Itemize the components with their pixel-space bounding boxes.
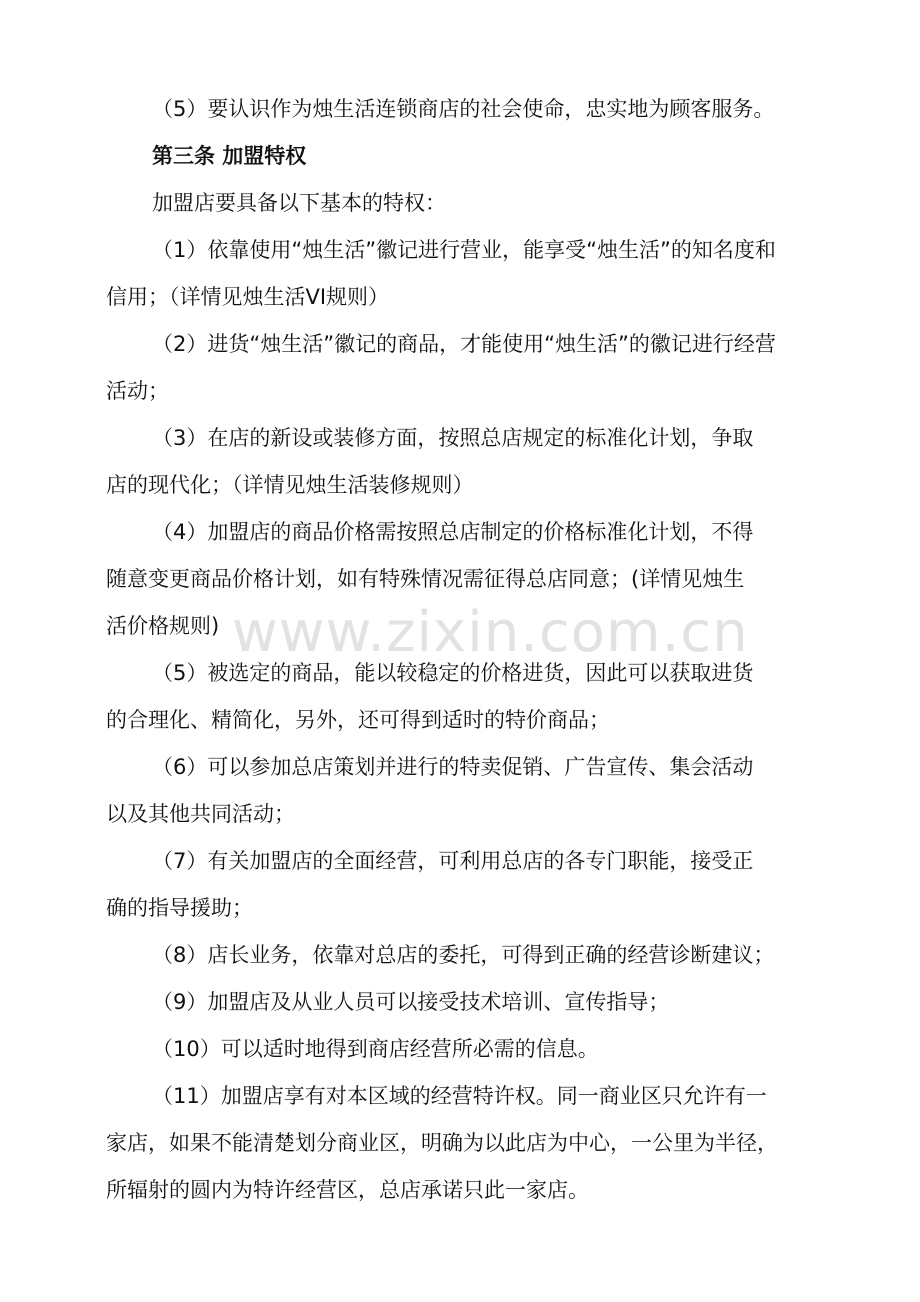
privilege-9-line-1: （9）加盟店及从业人员可以接受技术培训、宣传指导； bbox=[152, 990, 670, 1014]
section-heading-article-3: 第三条 加盟特权 bbox=[152, 144, 307, 168]
privilege-6-line-1: （6）可以参加总店策划并进行的特卖促销、广告宣传、集会活动 bbox=[152, 755, 754, 779]
section-intro: 加盟店要具备以下基本的特权： bbox=[152, 191, 446, 215]
privilege-10-line-1: （10）可以适时地得到商店经营所必需的信息。 bbox=[152, 1037, 599, 1061]
privilege-3-line-2: 店的现代化；（详情见烛生活装修规则） bbox=[106, 473, 474, 497]
privilege-11-line-1: （11）加盟店享有对本区域的经营特许权。同一商业区只允许有一 bbox=[152, 1084, 767, 1108]
privilege-5-line-1: （5）被选定的商品，能以较稳定的价格进货，因此可以获取进货 bbox=[152, 661, 754, 685]
privilege-4-line-3: 活价格规则) bbox=[106, 614, 220, 638]
privilege-5-line-2: 的合理化、精简化，另外，还可得到适时的特价商品； bbox=[106, 708, 610, 732]
privilege-8-line-1: （8）店长业务，依靠对总店的委托，可得到正确的经营诊断建议； bbox=[152, 943, 775, 967]
privilege-3-line-1: （3）在店的新设或装修方面，按照总店规定的标准化计划，争取 bbox=[152, 426, 754, 450]
privilege-1-line-2: 信用；（详情见烛生活VI规则） bbox=[106, 285, 390, 309]
privilege-4-line-1: （4）加盟店的商品价格需按照总店制定的价格标准化计划，不得 bbox=[152, 520, 754, 544]
privilege-2-line-2: 活动； bbox=[106, 379, 169, 403]
document-body bbox=[106, 86, 818, 1214]
privilege-7-line-2: 确的指导援助； bbox=[106, 896, 253, 920]
item-5-duty: （5）要认识作为烛生活连锁商店的社会使命，忠实地为顾客服务。 bbox=[152, 97, 775, 121]
privilege-7-line-1: （7）有关加盟店的全面经营，可利用总店的各专门职能，接受正 bbox=[152, 849, 754, 873]
privilege-6-line-2: 以及其他共同活动； bbox=[106, 802, 295, 826]
privilege-1-line-1: （1）依靠使用“烛生活”徽记进行营业，能享受“烛生活”的知名度和 bbox=[152, 238, 776, 262]
privilege-2-line-1: （2）进货“烛生活”徽记的商品，才能使用“烛生活”的徽记进行经营 bbox=[152, 332, 776, 356]
watermark: www.zixin.com.cn bbox=[232, 600, 749, 665]
privilege-11-line-2: 家店，如果不能清楚划分商业区，明确为以此店为中心，一公里为半径， bbox=[106, 1131, 778, 1155]
privilege-4-line-2: 随意变更商品价格计划，如有特殊情况需征得总店同意；(详情见烛生 bbox=[106, 567, 745, 591]
privilege-11-line-3: 所辐射的圆内为特许经营区，总店承诺只此一家店。 bbox=[106, 1178, 589, 1202]
